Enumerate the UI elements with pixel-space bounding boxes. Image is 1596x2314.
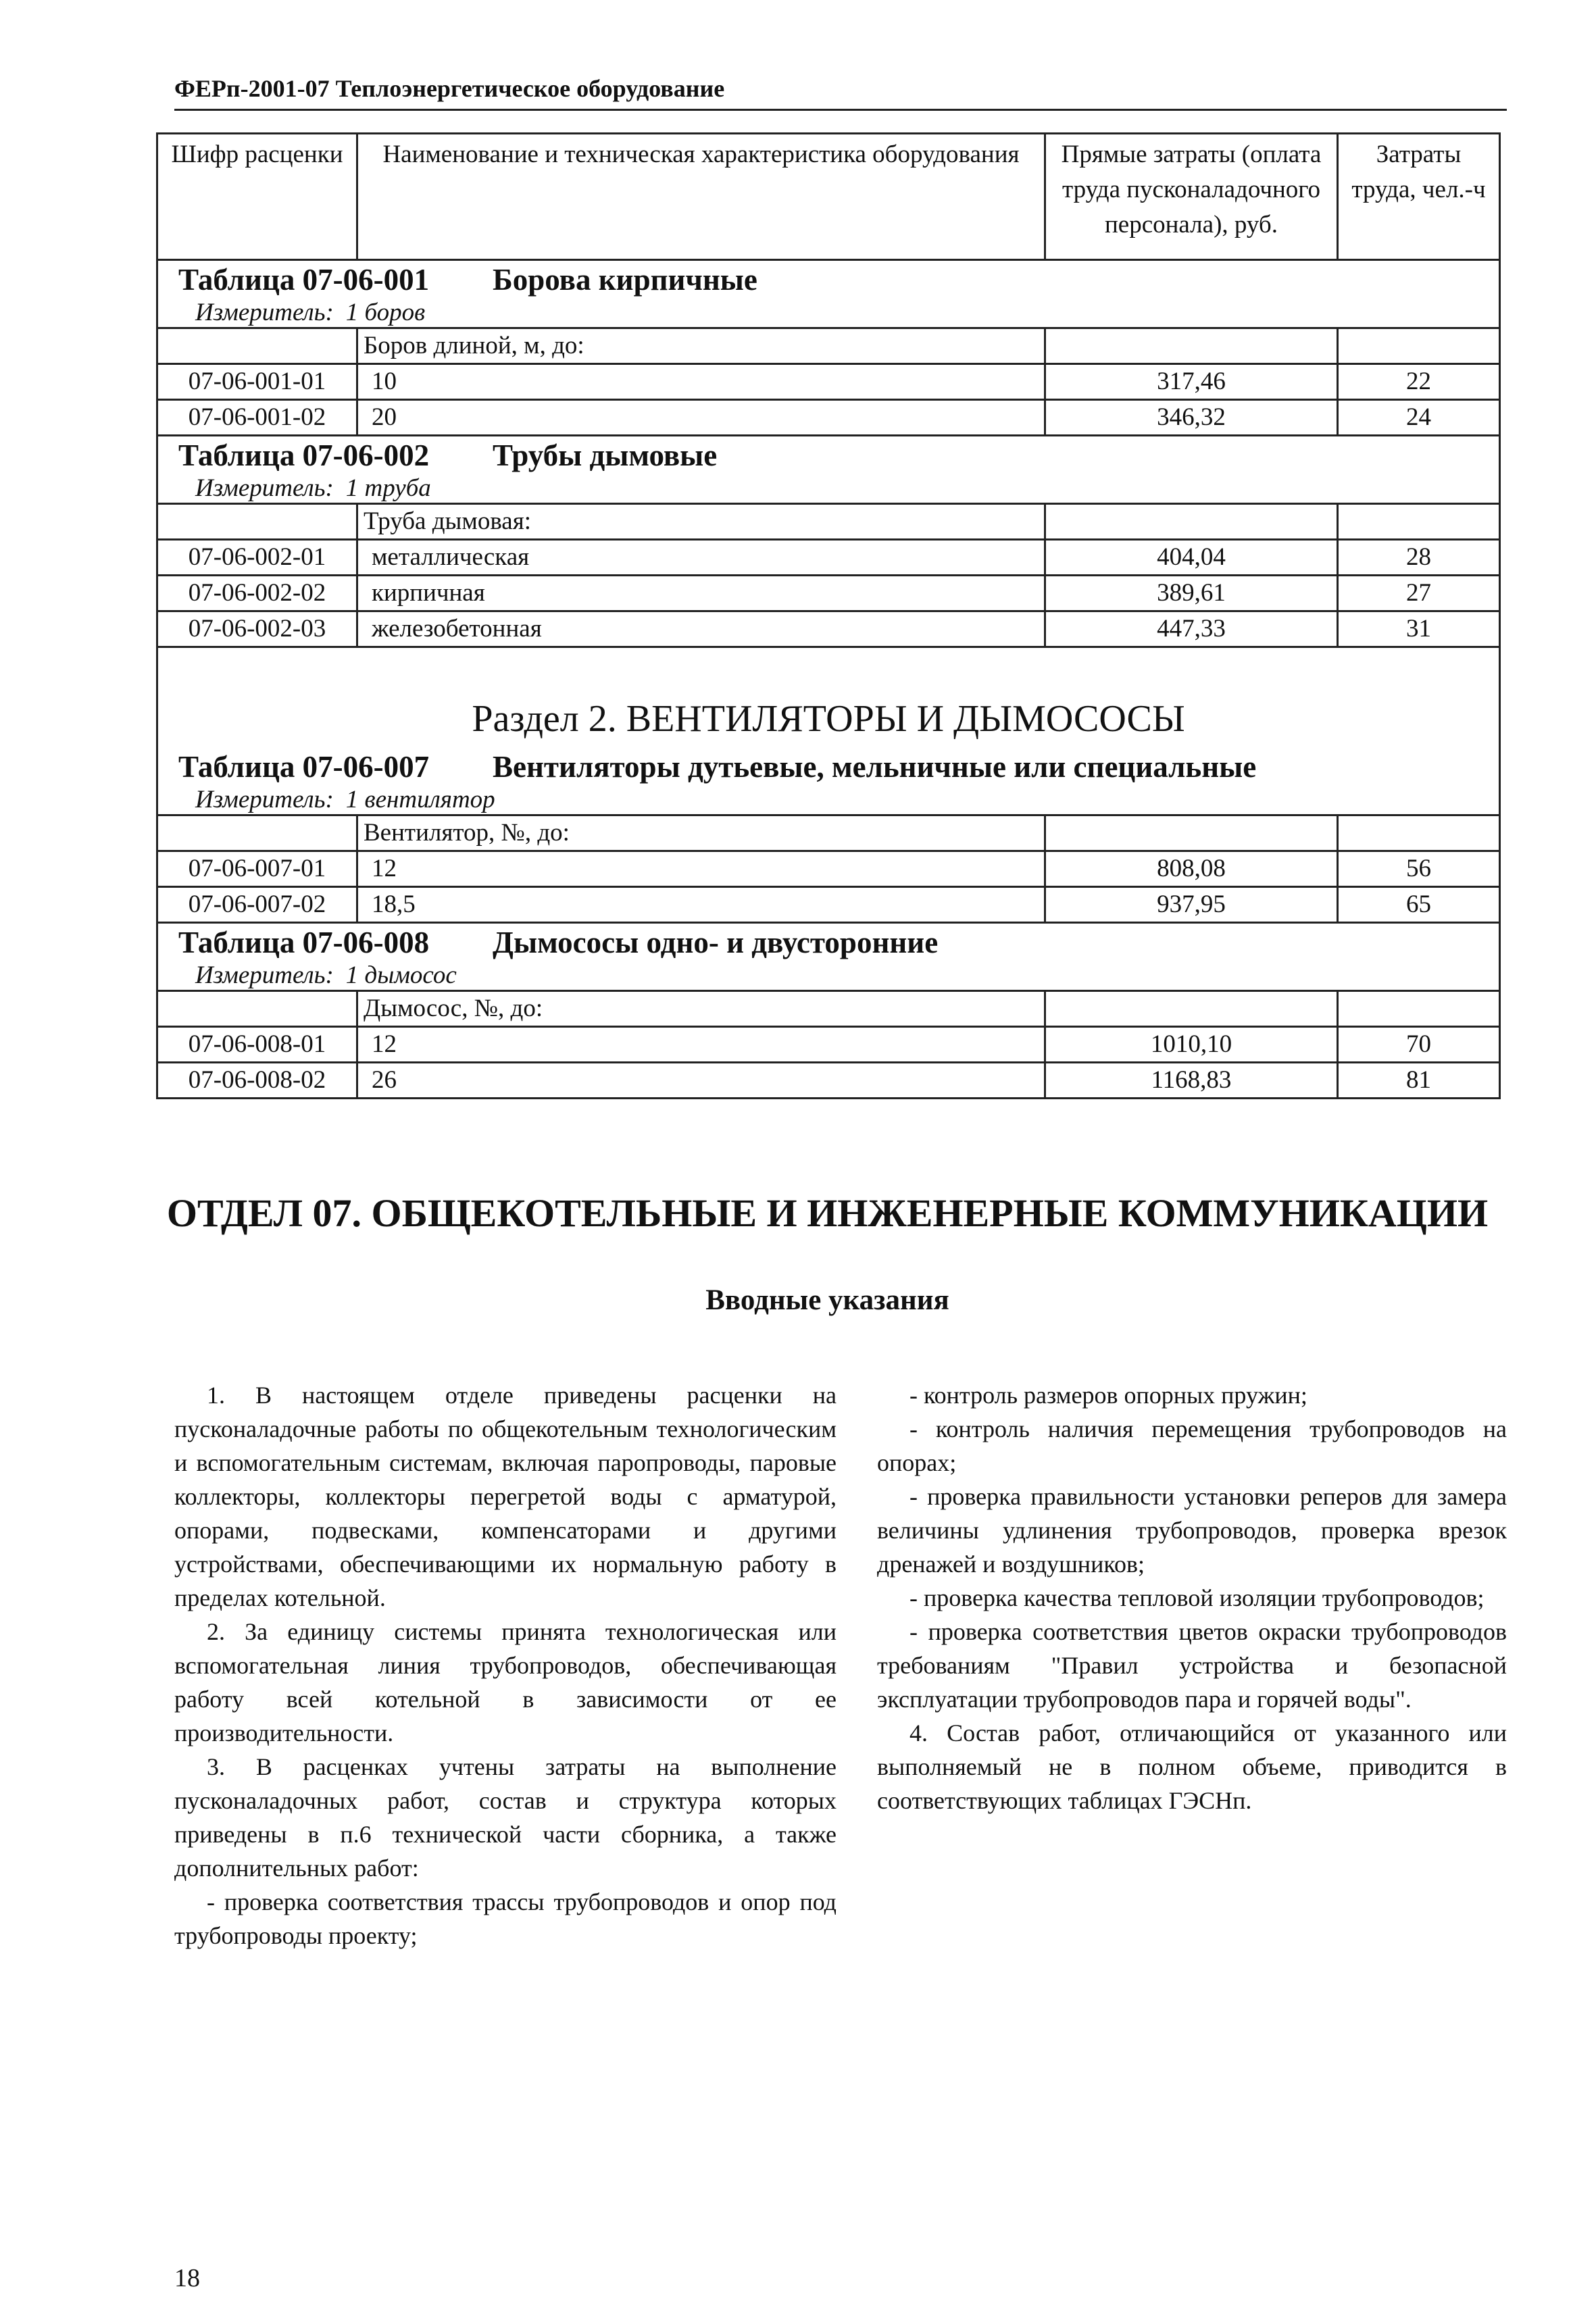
row-labor: 65 <box>1338 887 1500 923</box>
row-code: 07-06-002-01 <box>157 540 357 576</box>
col-header-name: Наименование и техническая характеристика оборудования <box>357 134 1045 260</box>
row-code: 07-06-008-02 <box>157 1063 357 1099</box>
unit-value: 1 вентилятор <box>345 786 495 813</box>
row-code: 07-06-002-02 <box>157 576 357 611</box>
department-title: ОТДЕЛ 07. ОБЩЕКОТЕЛЬНЫЕ И ИНЖЕНЕРНЫЕ КОММУНИКАЦИИ <box>166 1191 1489 1235</box>
header-rule <box>174 109 1507 111</box>
group-label: Вентилятор, №, до: <box>357 815 1045 851</box>
group-row <box>157 991 1500 1027</box>
row-labor: 22 <box>1338 364 1500 400</box>
paragraph: 4. Состав работ, отличающийся от указанного или выполняемый не в полном объеме, приводится в соответствующих таблицах ГЭСНп. <box>877 1719 1507 1814</box>
paragraph: - контроль наличия перемещения трубопроводов на опорах; <box>877 1415 1507 1476</box>
group-label: Дымосос, №, до: <box>357 991 1045 1027</box>
row-name: 26 <box>357 1063 1045 1099</box>
row-name: железобетонная <box>357 611 1045 647</box>
table-row <box>157 611 1500 647</box>
intro-left-column <box>174 1378 837 1953</box>
row-name: кирпичная <box>357 576 1045 611</box>
table-title: Дымососы одно- и двусторонние <box>493 926 939 959</box>
row-code: 07-06-007-02 <box>157 887 357 923</box>
group-label: Труба дымовая: <box>357 504 1045 540</box>
unit-label: Измеритель: <box>195 474 334 502</box>
paragraph: - проверка качества тепловой изоляции трубопроводов; <box>909 1584 1485 1611</box>
row-cost: 447,33 <box>1045 611 1338 647</box>
row-name: 12 <box>357 851 1045 887</box>
row-name: металлическая <box>357 540 1045 576</box>
row-cost: 937,95 <box>1045 887 1338 923</box>
group-row <box>157 328 1500 364</box>
table-id: Таблица 07-06-007 <box>178 750 430 784</box>
row-cost: 808,08 <box>1045 851 1338 887</box>
row-name: 18,5 <box>357 887 1045 923</box>
table-row <box>157 400 1500 436</box>
row-cost: 404,04 <box>1045 540 1338 576</box>
table-header-row <box>157 134 1500 260</box>
group-label: Боров длиной, м, до: <box>357 328 1045 364</box>
row-name: 20 <box>357 400 1045 436</box>
table-row <box>157 851 1500 887</box>
table-caption-008 <box>157 923 1500 991</box>
col-header-code: Шифр расценки <box>157 134 357 260</box>
paragraph: - проверка соответствия цветов окраски трубопроводов требованиям "Правил устройства и безопасной эксплуатации трубопроводов пара и горячей воды". <box>877 1618 1507 1713</box>
row-name: 10 <box>357 364 1045 400</box>
paragraph: 3. В расценках учтены затраты на выполнение пусконаладочных работ, состав и структура которых приведены в п.6 технической части сборника, а также дополнительных работ: <box>174 1753 837 1882</box>
table-id: Таблица 07-06-001 <box>178 263 430 297</box>
row-labor: 27 <box>1338 576 1500 611</box>
table-id: Таблица 07-06-002 <box>178 438 430 472</box>
row-code: 07-06-008-01 <box>157 1027 357 1063</box>
table-title: Трубы дымовые <box>493 438 718 472</box>
row-labor: 28 <box>1338 540 1500 576</box>
unit-value: 1 дымосос <box>345 961 457 989</box>
row-cost: 1010,10 <box>1045 1027 1338 1063</box>
unit-value: 1 боров <box>345 299 426 326</box>
unit-label: Измеритель: <box>195 299 334 326</box>
col-header-direct-cost: Прямые затраты (оплата труда пусконаладочного персонала), руб. <box>1045 134 1338 260</box>
unit-label: Измеритель: <box>195 786 334 813</box>
page-number: 18 <box>174 2264 200 2292</box>
table-row <box>157 576 1500 611</box>
row-labor: 81 <box>1338 1063 1500 1099</box>
paragraph: - контроль размеров опорных пружин; <box>909 1382 1307 1409</box>
paragraph: - проверка соответствия трассы трубопроводов и опор под трубопроводы проекту; <box>174 1888 837 1949</box>
paragraph: - проверка правильности установки реперов для замера величины удлинения трубопроводов, проверка врезок дренажей и воздушников; <box>877 1483 1507 1578</box>
table-caption-002 <box>157 436 1500 504</box>
row-labor: 70 <box>1338 1027 1500 1063</box>
rates-table <box>156 132 1501 1099</box>
section-title: Раздел 2. ВЕНТИЛЯТОРЫ И ДЫМОСОСЫ <box>157 647 1500 749</box>
row-cost: 346,32 <box>1045 400 1338 436</box>
row-cost: 1168,83 <box>1045 1063 1338 1099</box>
table-row <box>157 1063 1500 1099</box>
row-code: 07-06-001-01 <box>157 364 357 400</box>
row-labor: 31 <box>1338 611 1500 647</box>
row-labor: 24 <box>1338 400 1500 436</box>
row-cost: 389,61 <box>1045 576 1338 611</box>
table-row <box>157 1027 1500 1063</box>
section-row <box>157 647 1500 749</box>
row-name: 12 <box>357 1027 1045 1063</box>
group-row <box>157 815 1500 851</box>
row-code: 07-06-002-03 <box>157 611 357 647</box>
table-title: Вентиляторы дутьевые, мельничные или специальные <box>493 750 1257 784</box>
group-row <box>157 504 1500 540</box>
row-code: 07-06-001-02 <box>157 400 357 436</box>
unit-value: 1 труба <box>345 474 431 502</box>
row-cost: 317,46 <box>1045 364 1338 400</box>
row-labor: 56 <box>1338 851 1500 887</box>
row-code: 07-06-007-01 <box>157 851 357 887</box>
col-header-labor: Затраты труда, чел.-ч <box>1338 134 1500 260</box>
unit-label: Измеритель: <box>195 961 334 989</box>
paragraph: 2. За единицу системы принята технологическая или вспомогательная линия трубопроводов, обеспечивающая работу всей котельной в зависимости от ее производительности. <box>174 1618 837 1746</box>
table-row <box>157 540 1500 576</box>
table-caption-007 <box>157 748 1500 815</box>
table-id: Таблица 07-06-008 <box>178 926 430 959</box>
intro-title: Вводные указания <box>705 1284 949 1316</box>
paragraph: 1. В настоящем отделе приведены расценки на пусконаладочные работы по общекотельным технологическим и вспомогательным системам, включая паропроводы, паровые коллекторы, коллекторы перегретой воды с арматурой, опорами, подвесками, компенсаторами и другими устройствами, обеспечивающими их нормальную работу в пределах котельной. <box>174 1382 837 1611</box>
table-title: Борова кирпичные <box>493 263 757 297</box>
table-caption-001 <box>157 260 1500 328</box>
running-header: ФЕРп-2001-07 Теплоэнергетическое оборудование <box>174 75 725 102</box>
table-row <box>157 364 1500 400</box>
intro-right-column <box>877 1378 1507 1817</box>
table-row <box>157 887 1500 923</box>
